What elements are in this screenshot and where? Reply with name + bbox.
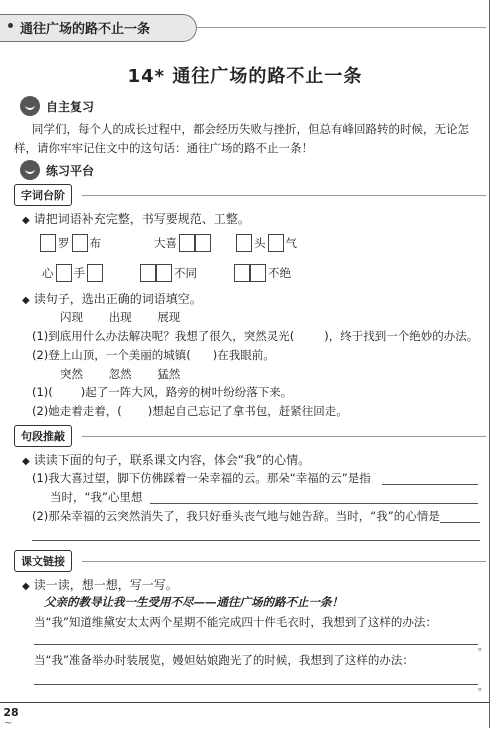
char-box[interactable] xyxy=(87,264,103,282)
sentence-text: (2)她走着走着，( xyxy=(32,404,122,418)
char-box[interactable] xyxy=(156,264,172,282)
diamond-icon: ◆ xyxy=(22,456,30,467)
question-2 xyxy=(22,290,202,307)
idiom-char: 布 xyxy=(89,235,101,250)
header-rule xyxy=(196,27,486,28)
sentence-ju-1 xyxy=(32,470,371,486)
question-1 xyxy=(22,210,250,227)
sentence-text: (1)( xyxy=(32,385,53,399)
question-4-text: 读一读，想一想，写一写。 xyxy=(33,578,178,592)
char-box[interactable] xyxy=(56,264,72,282)
idiom-item xyxy=(236,232,299,252)
idiom-item xyxy=(152,232,211,252)
idiom-item xyxy=(40,262,103,282)
word-choice: 出现 xyxy=(108,310,132,324)
section-rule xyxy=(82,195,486,196)
word-choices-1 xyxy=(60,309,180,325)
word-choice: 忽然 xyxy=(108,367,132,381)
char-box[interactable] xyxy=(140,264,156,282)
answer-line[interactable] xyxy=(150,503,478,504)
section-rule xyxy=(82,561,486,562)
sentence-text: )想起自己忘记了拿书包，赶紧往回走。 xyxy=(147,404,348,418)
char-box[interactable] xyxy=(234,264,250,282)
sentence-text: )起了一阵大风，路旁的树叶纷纷落下来。 xyxy=(80,385,293,399)
practice-heading: 练习平台 xyxy=(46,164,95,178)
sentence-link-2 xyxy=(34,652,414,668)
section-label-ci-yu: 字词台阶 xyxy=(14,184,72,206)
end-mark: 。 xyxy=(478,682,488,693)
question-4 xyxy=(22,576,178,593)
sentence-text: (1)我大喜过望，脚下仿佛踩着一朵幸福的云。那朵“幸福的云”是指 xyxy=(32,471,371,485)
diamond-icon: ◆ xyxy=(22,215,30,226)
sentence-4 xyxy=(32,403,348,419)
char-box[interactable] xyxy=(179,234,195,252)
review-text-line1: 同学们，每个人的成长过程中，都会经历失败与挫折，但总有峰回路转的时候，无论怎 xyxy=(32,122,469,136)
question-1-text: 请把词语补充完整，书写要规范、工整。 xyxy=(33,212,250,226)
diamond-icon: ◆ xyxy=(22,295,30,306)
question-3-text: 读读下面的句子，联系课文内容，体会“我”的心情。 xyxy=(33,453,311,467)
sentence-text: 当时，“我”心里想 xyxy=(50,490,143,504)
sentence-text: (2)登上山顶，一个美丽的城镇( xyxy=(32,348,191,362)
question-2-text: 读句子，选出正确的词语填空。 xyxy=(33,292,202,306)
review-text-line2: 样，请你牢牢记住文中的这句话：通往广场的路不止一条！ xyxy=(14,141,313,155)
idiom-item xyxy=(234,262,293,282)
idiom-char: 大喜 xyxy=(154,235,177,250)
footer-rule xyxy=(0,702,490,703)
idiom-char: 不绝 xyxy=(268,265,291,280)
header-label: 通往广场的路不止一条 xyxy=(20,22,151,37)
answer-line[interactable] xyxy=(32,540,480,541)
idiom-item xyxy=(40,232,103,252)
sentence-text: )，终于找到一个绝妙的办法。 xyxy=(324,329,479,343)
diamond-icon: ◆ xyxy=(22,581,30,592)
idiom-char: 心 xyxy=(42,265,54,280)
sentence-ju-1b xyxy=(50,489,142,505)
smiley-icon xyxy=(20,160,40,180)
answer-line[interactable] xyxy=(382,484,478,485)
sentence-text: )在我眼前。 xyxy=(212,348,275,362)
idiom-char: 头 xyxy=(254,235,266,250)
sentence-text: 当“我”知道维黛安太太两个星期不能完成四十件毛衣时，我想到了这样的办法： xyxy=(34,615,437,629)
idiom-row-2 xyxy=(40,262,480,284)
end-mark: 。 xyxy=(478,642,488,653)
word-choice: 猛然 xyxy=(157,367,181,381)
word-choice: 闪现 xyxy=(60,310,83,324)
page-number: 28 xyxy=(3,706,19,719)
sentence-text: 当“我”准备举办时装展览，嫚妲姑娘跑光了的时候，我想到了这样的办法： xyxy=(34,653,414,667)
word-choice: 展现 xyxy=(157,310,181,324)
sentence-link-1 xyxy=(34,614,437,630)
review-heading: 自主复习 xyxy=(46,100,95,114)
idiom-char: 罗 xyxy=(58,235,70,250)
lesson-title: 14* 通往广场的路不止一条 xyxy=(127,66,363,87)
section-label-ju-duan: 句段推敲 xyxy=(14,425,72,447)
sentence-1 xyxy=(32,328,478,344)
idiom-char: 手 xyxy=(73,265,85,280)
sentence-text: (1)到底用什么办法解决呢？我想了很久，突然灵光( xyxy=(32,329,295,343)
swirl-ornament-icon: ~ xyxy=(4,718,13,729)
idiom-item xyxy=(140,262,199,282)
header-dot xyxy=(8,23,13,28)
char-box[interactable] xyxy=(236,234,252,252)
section-rule xyxy=(82,436,486,437)
char-box[interactable] xyxy=(72,234,88,252)
word-choice: 突然 xyxy=(60,367,83,381)
answer-line[interactable] xyxy=(34,644,478,645)
char-box[interactable] xyxy=(195,234,211,252)
smiley-icon xyxy=(20,96,40,116)
question-3 xyxy=(22,451,310,468)
answer-line[interactable] xyxy=(440,522,480,523)
char-box[interactable] xyxy=(268,234,284,252)
idiom-char: 不同 xyxy=(174,265,197,280)
section-label-lian-jie: 课文链接 xyxy=(14,550,72,572)
sentence-2 xyxy=(32,347,275,363)
answer-line[interactable] xyxy=(34,684,478,685)
char-box[interactable] xyxy=(40,234,56,252)
idiom-char: 气 xyxy=(285,235,297,250)
quote-line: 父亲的教导让我一生受用不尽——通往广场的路不止一条！ xyxy=(44,595,343,609)
sentence-3 xyxy=(32,384,292,400)
char-box[interactable] xyxy=(250,264,266,282)
idiom-row-1 xyxy=(40,232,480,254)
word-choices-2 xyxy=(60,366,180,382)
sentence-ju-2 xyxy=(32,508,440,524)
sentence-text: (2)那朵幸福的云突然消失了，我只好垂头丧气地与她告辞。当时，“我”的心情是 xyxy=(32,509,440,523)
